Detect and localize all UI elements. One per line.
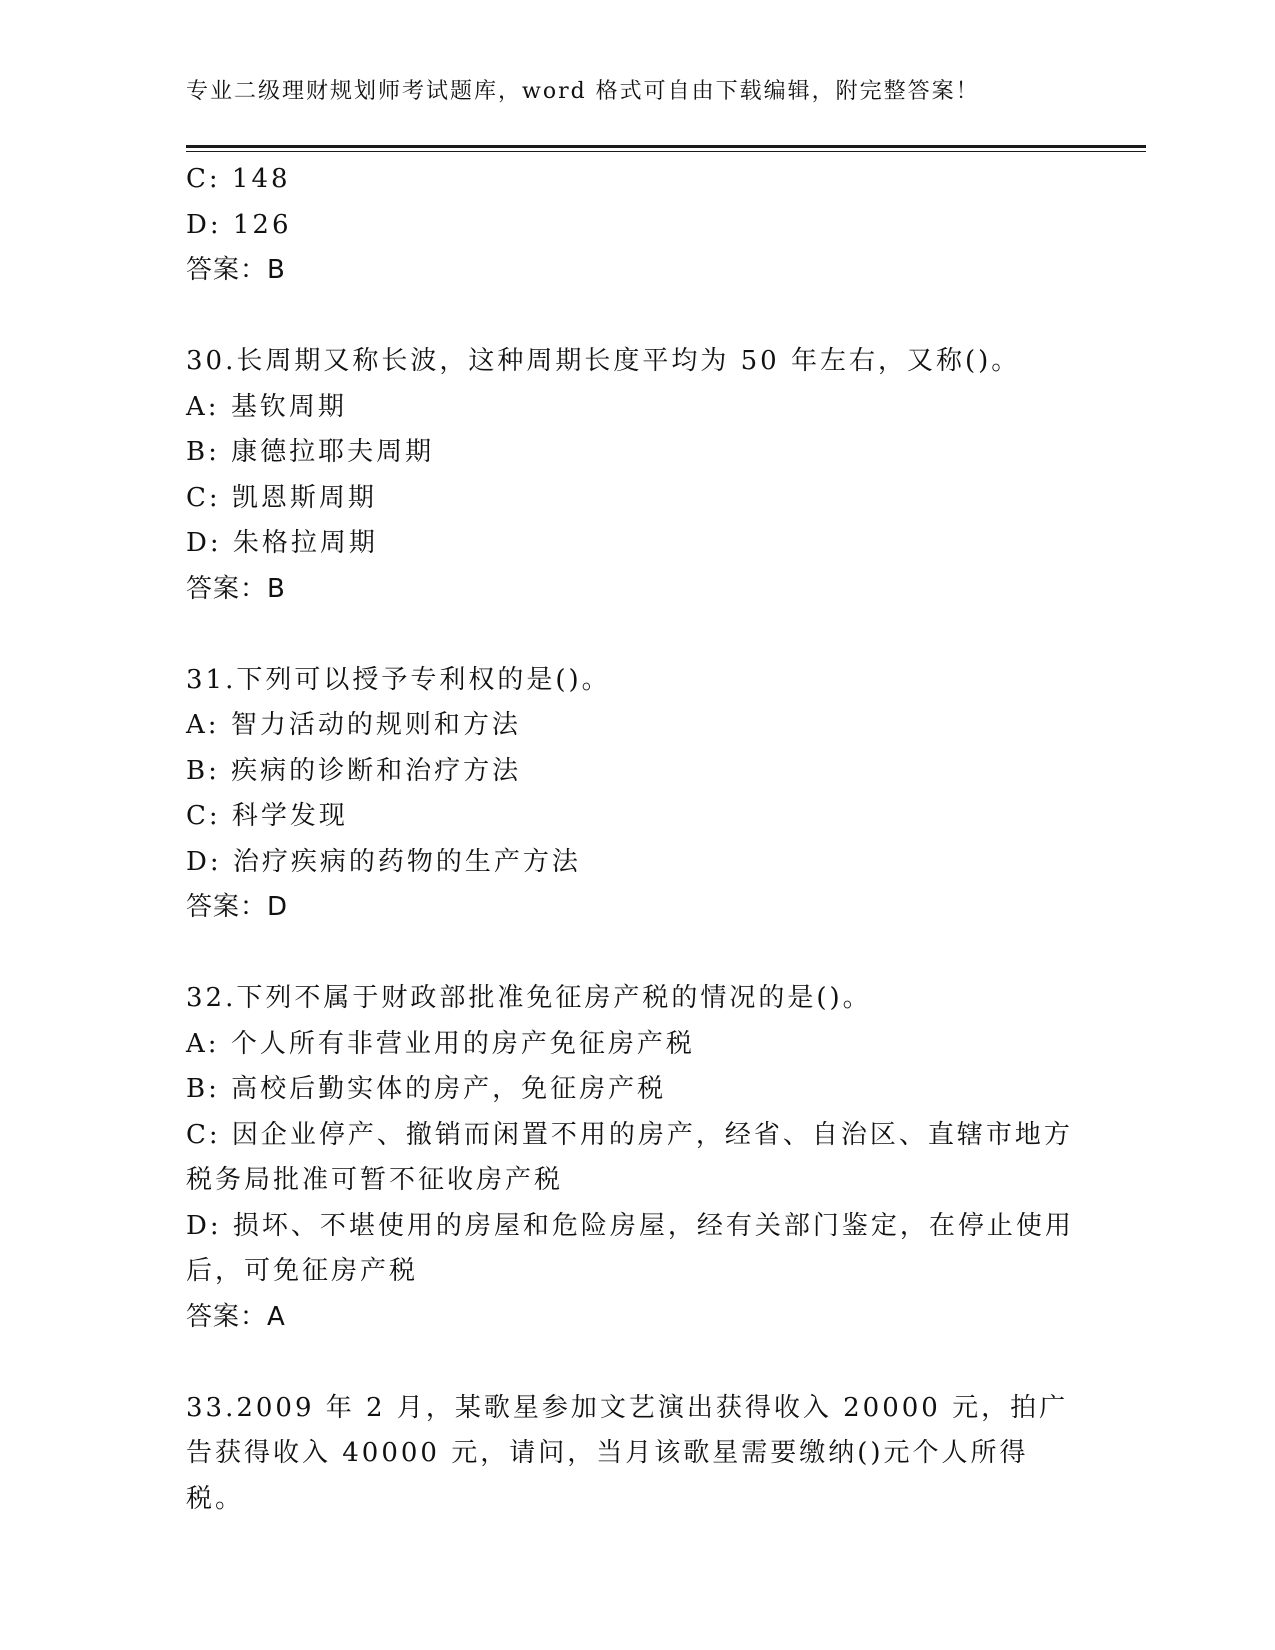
question-stem: 32.下列不属于财政部批准免征房产税的情况的是()。 (186, 983, 872, 1013)
answer: 答案：B (186, 573, 286, 604)
option-a: A: 基钦周期 (186, 391, 347, 422)
spacer (186, 294, 1086, 340)
question-stem: 30.长周期又称长波，这种周期长度平均为 50 年左右，又称()。 (186, 346, 1021, 376)
option-c: C: 因企业停产、撤销而闲置不用的房产，经省、自治区、直辖市地方税务局批准可暂不征收房产税 (186, 1119, 1073, 1195)
option-d: D: 126 (186, 209, 292, 240)
option-b: B: 康德拉耶夫周期 (186, 437, 435, 467)
option-a: A: 个人所有非营业用的房产免征房产税 (186, 1028, 695, 1059)
option-d: D: 损坏、不堪使用的房屋和危险房屋，经有关部门鉴定，在停止使用后，可免征房产税 (186, 1210, 1074, 1286)
spacer (186, 931, 1086, 977)
answer: 答案：D (186, 892, 289, 922)
option-d: D: 朱格拉周期 (186, 528, 378, 558)
page-header: 专业二级理财规划师考试题库，word 格式可自由下载编辑，附完整答案！ (186, 79, 980, 104)
answer: 答案：A (186, 1301, 286, 1332)
header-rule-thin (186, 151, 1146, 152)
question-stem: 31.下列可以授予专利权的是()。 (186, 664, 611, 695)
question-stem: 33.2009 年 2 月，某歌星参加文艺演出获得收入 20000 元，拍广告获得收入 40000 元，请问，当月该歌星需要缴纳()元个人所得税。 (186, 1392, 1069, 1514)
option-b: B: 高校后勤实体的房产，免征房产税 (186, 1074, 667, 1104)
option-c: C: 148 (186, 164, 291, 194)
option-d: D: 治疗疾病的药物的生产方法 (186, 846, 581, 877)
option-c: C: 凯恩斯周期 (186, 482, 377, 513)
option-a: A: 智力活动的规则和方法 (186, 710, 521, 740)
option-c: C: 科学发现 (186, 801, 348, 831)
document-body (186, 157, 1086, 1522)
answer: 答案：B (186, 255, 286, 285)
header-rule-thick (186, 145, 1146, 148)
spacer (186, 612, 1086, 658)
option-b: B: 疾病的诊断和治疗方法 (186, 755, 522, 786)
spacer (186, 1340, 1086, 1386)
